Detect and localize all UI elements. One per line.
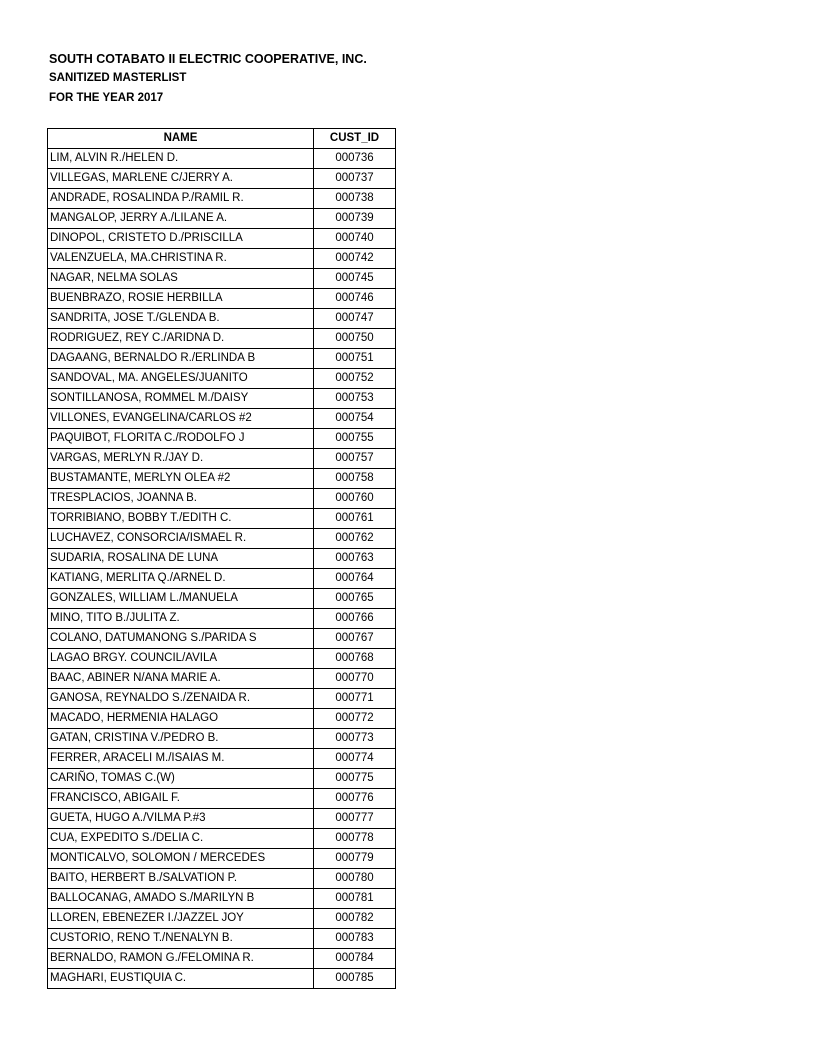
customer-id-cell: 000740 — [314, 229, 396, 249]
customer-name-cell: BUSTAMANTE, MERLYN OLEA #2 — [48, 469, 314, 489]
document-year: FOR THE YEAR 2017 — [49, 92, 164, 104]
customer-id-cell: 000751 — [314, 349, 396, 369]
customer-id-cell: 000778 — [314, 829, 396, 849]
customer-id-cell: 000766 — [314, 609, 396, 629]
table-row — [48, 169, 396, 189]
table-row — [48, 789, 396, 809]
customer-id-cell: 000776 — [314, 789, 396, 809]
customer-name-cell: VILLONES, EVANGELINA/CARLOS #2 — [48, 409, 314, 429]
table-row — [48, 589, 396, 609]
table-row — [48, 509, 396, 529]
customer-name-cell: DAGAANG, BERNALDO R./ERLINDA B — [48, 349, 314, 369]
table-row — [48, 649, 396, 669]
customer-id-cell: 000783 — [314, 929, 396, 949]
customer-id-cell: 000747 — [314, 309, 396, 329]
customer-name-cell: DINOPOL, CRISTETO D./PRISCILLA — [48, 229, 314, 249]
document-header — [49, 50, 367, 108]
table-row — [48, 449, 396, 469]
customer-name-cell: SANDOVAL, MA. ANGELES/JUANITO — [48, 369, 314, 389]
table-row — [48, 709, 396, 729]
customer-name-cell: PAQUIBOT, FLORITA C./RODOLFO J — [48, 429, 314, 449]
customer-id-cell: 000746 — [314, 289, 396, 309]
customer-id-cell: 000765 — [314, 589, 396, 609]
table-row — [48, 249, 396, 269]
customer-id-cell: 000773 — [314, 729, 396, 749]
organization-title: SOUTH COTABATO II ELECTRIC COOPERATIVE, INC. — [49, 52, 367, 66]
customer-name-cell: MANGALOP, JERRY A./LILANE A. — [48, 209, 314, 229]
customer-id-cell: 000745 — [314, 269, 396, 289]
masterlist-table — [47, 128, 396, 989]
table-row — [48, 349, 396, 369]
table-row — [48, 209, 396, 229]
customer-name-cell: FRANCISCO, ABIGAIL F. — [48, 789, 314, 809]
customer-name-cell: CUSTORIO, RENO T./NENALYN B. — [48, 929, 314, 949]
table-row — [48, 669, 396, 689]
customer-id-cell: 000757 — [314, 449, 396, 469]
table-row — [48, 629, 396, 649]
customer-id-cell: 000781 — [314, 889, 396, 909]
customer-id-cell: 000762 — [314, 529, 396, 549]
table-row — [48, 189, 396, 209]
customer-name-cell: MONTICALVO, SOLOMON / MERCEDES — [48, 849, 314, 869]
customer-id-cell: 000761 — [314, 509, 396, 529]
customer-id-cell: 000774 — [314, 749, 396, 769]
customer-id-cell: 000752 — [314, 369, 396, 389]
customer-id-cell: 000767 — [314, 629, 396, 649]
customer-id-cell: 000772 — [314, 709, 396, 729]
customer-name-cell: LAGAO BRGY. COUNCIL/AVILA — [48, 649, 314, 669]
table-row — [48, 269, 396, 289]
customer-id-cell: 000738 — [314, 189, 396, 209]
customer-name-cell: VILLEGAS, MARLENE C/JERRY A. — [48, 169, 314, 189]
table-row — [48, 549, 396, 569]
customer-id-cell: 000753 — [314, 389, 396, 409]
table-row — [48, 729, 396, 749]
table-row — [48, 869, 396, 889]
customer-name-cell: SUDARIA, ROSALINA DE LUNA — [48, 549, 314, 569]
customer-id-cell: 000782 — [314, 909, 396, 929]
customer-name-cell: GATAN, CRISTINA V./PEDRO B. — [48, 729, 314, 749]
table-row — [48, 889, 396, 909]
customer-name-cell: VALENZUELA, MA.CHRISTINA R. — [48, 249, 314, 269]
table-row — [48, 609, 396, 629]
table-body — [48, 149, 396, 989]
table-row — [48, 429, 396, 449]
customer-id-cell: 000771 — [314, 689, 396, 709]
customer-id-cell: 000775 — [314, 769, 396, 789]
customer-id-cell: 000739 — [314, 209, 396, 229]
table-row — [48, 969, 396, 989]
customer-name-cell: BALLOCANAG, AMADO S./MARILYN B — [48, 889, 314, 909]
table-row — [48, 469, 396, 489]
customer-id-cell: 000768 — [314, 649, 396, 669]
customer-id-cell: 000742 — [314, 249, 396, 269]
document-subtitle: SANITIZED MASTERLIST — [49, 72, 187, 84]
customer-name-cell: SANDRITA, JOSE T./GLENDA B. — [48, 309, 314, 329]
column-header-name: NAME — [48, 129, 314, 149]
customer-name-cell: LLOREN, EBENEZER I./JAZZEL JOY — [48, 909, 314, 929]
customer-id-cell: 000784 — [314, 949, 396, 969]
customer-id-cell: 000780 — [314, 869, 396, 889]
customer-name-cell: LIM, ALVIN R./HELEN D. — [48, 149, 314, 169]
table-row — [48, 829, 396, 849]
customer-name-cell: BAITO, HERBERT B./SALVATION P. — [48, 869, 314, 889]
customer-id-cell: 000754 — [314, 409, 396, 429]
customer-name-cell: FERRER, ARACELI M./ISAIAS M. — [48, 749, 314, 769]
customer-name-cell: NAGAR, NELMA SOLAS — [48, 269, 314, 289]
table-row — [48, 929, 396, 949]
customer-name-cell: RODRIGUEZ, REY C./ARIDNA D. — [48, 329, 314, 349]
table-row — [48, 229, 396, 249]
customer-name-cell: GONZALES, WILLIAM L./MANUELA — [48, 589, 314, 609]
customer-name-cell: CUA, EXPEDITO S./DELIA C. — [48, 829, 314, 849]
customer-name-cell: GUETA, HUGO A./VILMA P.#3 — [48, 809, 314, 829]
table-row — [48, 909, 396, 929]
customer-id-cell: 000755 — [314, 429, 396, 449]
customer-name-cell: TRESPLACIOS, JOANNA B. — [48, 489, 314, 509]
customer-name-cell: COLANO, DATUMANONG S./PARIDA S — [48, 629, 314, 649]
table-row — [48, 309, 396, 329]
table-row — [48, 809, 396, 829]
customer-id-cell: 000764 — [314, 569, 396, 589]
customer-name-cell: CARIÑO, TOMAS C.(W) — [48, 769, 314, 789]
customer-name-cell: BAAC, ABINER N/ANA MARIE A. — [48, 669, 314, 689]
table-row — [48, 389, 396, 409]
customer-name-cell: SONTILLANOSA, ROMMEL M./DAISY — [48, 389, 314, 409]
table-row — [48, 949, 396, 969]
customer-id-cell: 000760 — [314, 489, 396, 509]
table-row — [48, 569, 396, 589]
table-row — [48, 409, 396, 429]
customer-id-cell: 000763 — [314, 549, 396, 569]
table-header-row — [48, 129, 396, 149]
customer-id-cell: 000777 — [314, 809, 396, 829]
customer-name-cell: ANDRADE, ROSALINDA P./RAMIL R. — [48, 189, 314, 209]
customer-id-cell: 000736 — [314, 149, 396, 169]
customer-id-cell: 000758 — [314, 469, 396, 489]
customer-name-cell: BUENBRAZO, ROSIE HERBILLA — [48, 289, 314, 309]
table-row — [48, 149, 396, 169]
customer-name-cell: KATIANG, MERLITA Q./ARNEL D. — [48, 569, 314, 589]
table-row — [48, 849, 396, 869]
customer-name-cell: LUCHAVEZ, CONSORCIA/ISMAEL R. — [48, 529, 314, 549]
table-row — [48, 749, 396, 769]
customer-id-cell: 000785 — [314, 969, 396, 989]
customer-name-cell: GANOSA, REYNALDO S./ZENAIDA R. — [48, 689, 314, 709]
table-row — [48, 329, 396, 349]
customer-name-cell: MACADO, HERMENIA HALAGO — [48, 709, 314, 729]
customer-name-cell: BERNALDO, RAMON G./FELOMINA R. — [48, 949, 314, 969]
customer-name-cell: TORRIBIANO, BOBBY T./EDITH C. — [48, 509, 314, 529]
customer-id-cell: 000779 — [314, 849, 396, 869]
customer-id-cell: 000737 — [314, 169, 396, 189]
table-row — [48, 689, 396, 709]
column-header-cust-id: CUST_ID — [314, 129, 396, 149]
customer-name-cell: VARGAS, MERLYN R./JAY D. — [48, 449, 314, 469]
customer-id-cell: 000750 — [314, 329, 396, 349]
table-row — [48, 489, 396, 509]
customer-name-cell: MAGHARI, EUSTIQUIA C. — [48, 969, 314, 989]
customer-id-cell: 000770 — [314, 669, 396, 689]
table-row — [48, 289, 396, 309]
table-row — [48, 529, 396, 549]
customer-name-cell: MINO, TITO B./JULITA Z. — [48, 609, 314, 629]
table-row — [48, 769, 396, 789]
table-row — [48, 369, 396, 389]
